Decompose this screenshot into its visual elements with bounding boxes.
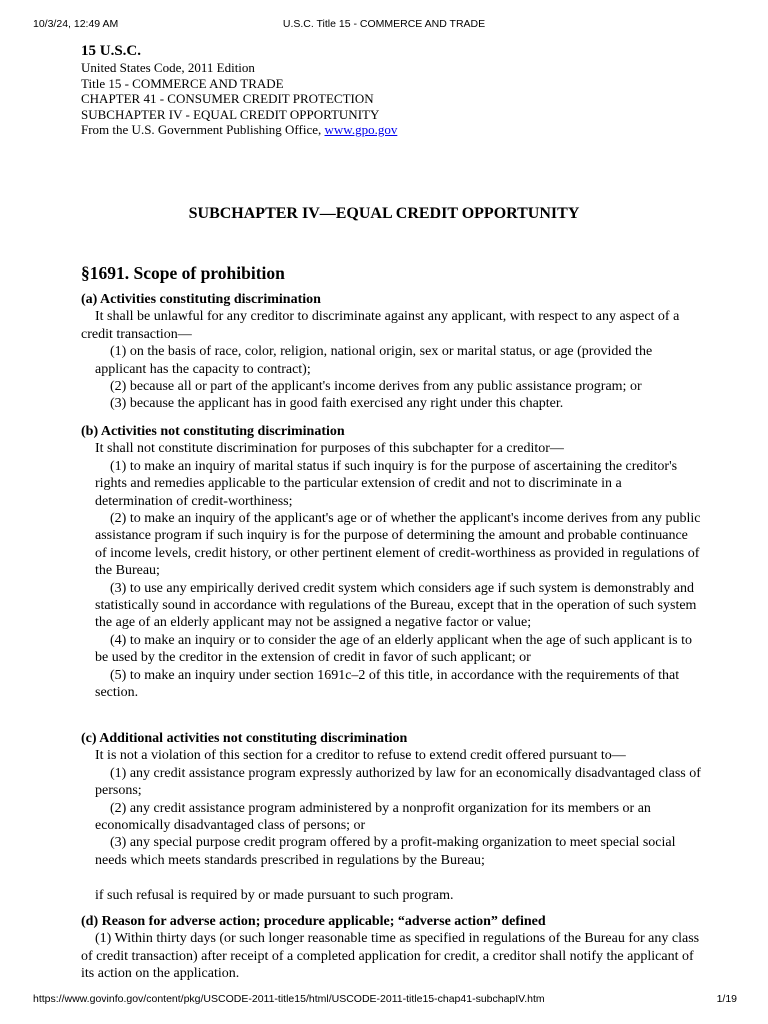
section-a-intro: It shall be unlawful for any creditor to discriminate against any applicant, with respect to any aspect of a credit transaction— bbox=[81, 309, 680, 342]
print-header bbox=[0, 18, 768, 32]
section-c-closing: if such refusal is required by or made pursuant to such program. bbox=[95, 887, 454, 903]
section-a-item: (2) because all or part of the applicant's income derives from any public assistance program; or bbox=[110, 379, 642, 395]
source-prefix: From the U.S. Government Publishing Office, bbox=[81, 122, 325, 137]
section-b bbox=[81, 423, 701, 702]
section-b-item: (1) to make an inquiry of marital status if such inquiry is for the purpose of ascertaining the creditor's rights and remedies applicable to the particular extension of credit and not to discriminate in a determination of credit-worthiness; bbox=[95, 458, 678, 509]
section-b-heading: (b) Activities not constituting discrimination bbox=[81, 424, 345, 439]
code-citation: 15 U.S.C. bbox=[81, 43, 142, 59]
section-b-intro: It shall not constitute discrimination for purposes of this subchapter for a creditor— bbox=[95, 441, 564, 457]
section-b-item: (5) to make an inquiry under section 1691c–2 of this title, in accordance with the requirements of that section. bbox=[95, 667, 680, 701]
section-b-item: (2) to make an inquiry of the applicant's age or of whether the applicant's income derives from any public assistance program if such inquiry is for the purpose of determining the amount and probable continuance of income levels, credit history, or other pertinent element of credit-worthiness as provided in regulations of the Bureau; bbox=[95, 511, 701, 579]
section-c-item: (2) any credit assistance program administered by a nonprofit organization for its members or an economically disadvantaged class of persons; or bbox=[95, 800, 651, 834]
section-d-item: (1) Within thirty days (or such longer reasonable time as specified in regulations of the Bureau for any class of credit transaction) after receipt of a completed application for credit, a creditor shall notify the applicant of its action on the application. bbox=[81, 931, 700, 982]
section-d-heading: (d) Reason for adverse action; procedure applicable; “adverse action” defined bbox=[81, 914, 546, 929]
section-a-item: (3) because the applicant has in good faith exercised any right under this chapter. bbox=[110, 396, 564, 412]
section-d bbox=[81, 913, 701, 983]
section-a bbox=[81, 291, 701, 413]
source-line bbox=[81, 122, 397, 138]
section-c bbox=[81, 730, 701, 904]
section-heading: §1691. Scope of prohibition bbox=[81, 263, 285, 283]
gpo-link[interactable]: www.gpo.gov bbox=[324, 122, 398, 137]
section-b-item: (3) to use any empirically derived credit system which considers age if such system is demonstrably and statistically sound in accordance with regulations of the Bureau, except that in the operation of such system the age of an elderly applicant may not be assigned a negative factor or value; bbox=[95, 580, 697, 631]
section-c-item: (3) any special purpose credit program offered by a profit-making organization to meet special social needs which meets standards prescribed in regulations by the Bureau; bbox=[95, 835, 676, 868]
section-a-heading: (a) Activities constituting discrimination bbox=[81, 292, 321, 307]
title-line: Title 15 - COMMERCE AND TRADE bbox=[81, 75, 284, 91]
section-c-item: (1) any credit assistance program expressly authorized by law for an economically disadvantaged class of persons; bbox=[95, 765, 701, 799]
section-c-intro: It is not a violation of this section for a creditor to refuse to extend credit offered pursuant to— bbox=[95, 748, 626, 764]
print-title: U.S.C. Title 15 - COMMERCE AND TRADE bbox=[282, 18, 486, 30]
subchapter-heading: SUBCHAPTER IV—EQUAL CREDIT OPPORTUNITY bbox=[188, 205, 580, 222]
document-meta bbox=[81, 42, 397, 138]
print-footer bbox=[0, 993, 768, 1007]
chapter-line: CHAPTER 41 - CONSUMER CREDIT PROTECTION bbox=[81, 91, 374, 106]
page-number: 1/19 bbox=[716, 993, 737, 1005]
print-url: https://www.govinfo.gov/content/pkg/USCODE-2011-title15/html/USCODE-2011-title15-chap41-subchapIV.htm bbox=[33, 993, 545, 1005]
edition: United States Code, 2011 Edition bbox=[81, 60, 255, 75]
print-datetime: 10/3/24, 12:49 AM bbox=[33, 18, 119, 30]
blank-line bbox=[81, 869, 701, 886]
subchapter-line: SUBCHAPTER IV - EQUAL CREDIT OPPORTUNITY bbox=[81, 106, 380, 122]
section-a-item: (1) on the basis of race, color, religion, national origin, sex or marital status, or age (provided the applicant has the capacity to contract); bbox=[95, 344, 653, 377]
section-b-item: (4) to make an inquiry or to consider the age of an elderly applicant when the age of such applicant is to be used by the creditor in the extension of credit in favor of such applicant; or bbox=[95, 632, 692, 666]
section-c-heading: (c) Additional activities not constituting discrimination bbox=[81, 731, 408, 746]
